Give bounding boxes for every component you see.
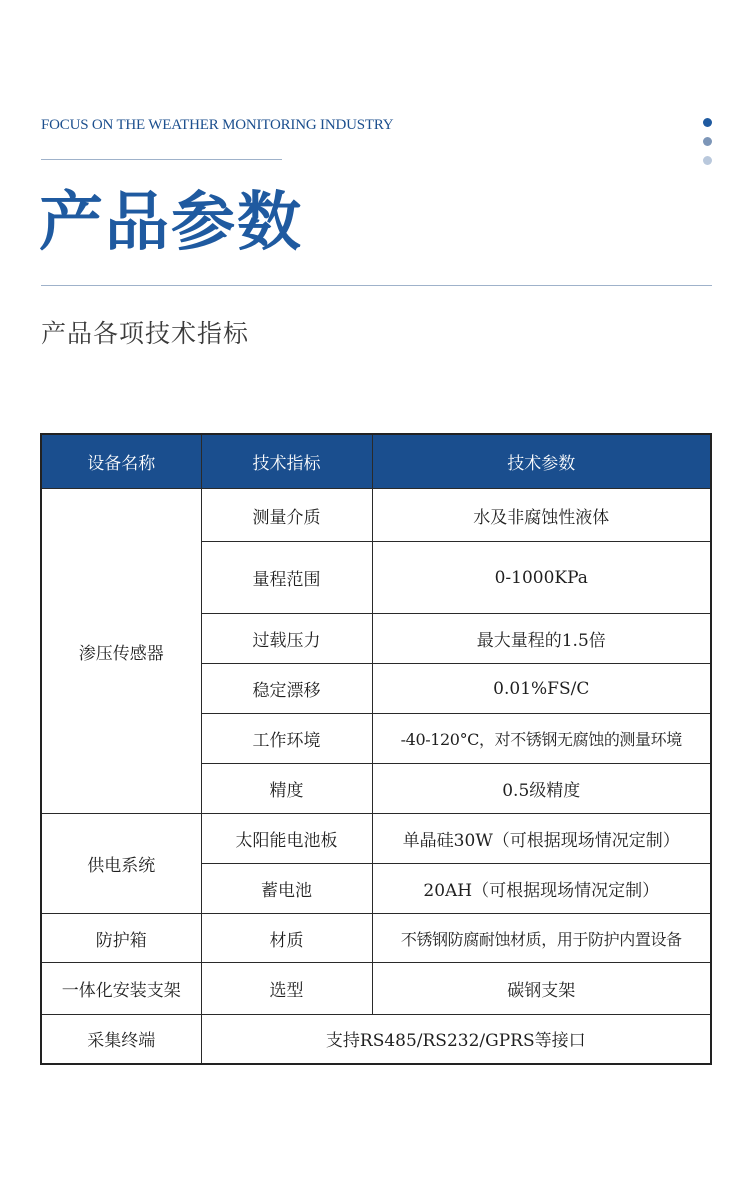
indicator-cell: 量程范围 — [201, 542, 372, 614]
value-cell: 最大量程的1.5倍 — [372, 614, 711, 664]
table-row — [41, 1015, 711, 1064]
page-title: 产品参数 — [39, 185, 303, 260]
device-cell: 防护箱 — [41, 914, 201, 963]
value-cell: 0-1000KPa — [372, 542, 711, 614]
header-indicator: 技术指标 — [201, 434, 372, 489]
value-cell: 支持RS485/RS232/GPRS等接口 — [201, 1015, 711, 1064]
value-cell: 20AH（可根据现场情况定制） — [372, 864, 711, 914]
spec-table — [40, 433, 712, 1065]
indicator-cell: 工作环境 — [201, 714, 372, 764]
page-subtitle: 产品各项技术指标 — [41, 319, 250, 348]
tagline-divider — [41, 159, 282, 160]
dot-icon — [703, 137, 712, 146]
device-cell: 采集终端 — [41, 1015, 201, 1064]
value-cell: 不锈钢防腐耐蚀材质，用于防护内置设备 — [372, 914, 711, 963]
value-cell: 0.01%FS/C — [372, 664, 711, 714]
value-cell: 水及非腐蚀性液体 — [372, 489, 711, 542]
dot-icon — [703, 156, 712, 165]
indicator-cell: 选型 — [201, 963, 372, 1015]
dot-icon — [703, 118, 712, 127]
indicator-cell: 材质 — [201, 914, 372, 963]
table-row — [41, 814, 711, 864]
indicator-cell: 测量介质 — [201, 489, 372, 542]
value-cell: 0.5级精度 — [372, 764, 711, 814]
indicator-cell: 蓄电池 — [201, 864, 372, 914]
device-cell: 供电系统 — [41, 814, 201, 914]
device-cell: 渗压传感器 — [41, 489, 201, 814]
table-header-row — [41, 434, 711, 489]
value-cell: -40-120°C，对不锈钢无腐蚀的测量环境 — [372, 714, 711, 764]
header-device-name: 设备名称 — [41, 434, 201, 489]
indicator-cell: 过载压力 — [201, 614, 372, 664]
title-divider — [41, 285, 712, 286]
indicator-cell: 太阳能电池板 — [201, 814, 372, 864]
table-row — [41, 489, 711, 542]
header-parameter: 技术参数 — [372, 434, 711, 489]
decorative-dots — [703, 118, 713, 175]
tagline: FOCUS ON THE WEATHER MONITORING INDUSTRY — [41, 117, 394, 133]
table-row — [41, 963, 711, 1015]
indicator-cell: 精度 — [201, 764, 372, 814]
value-cell: 单晶硅30W（可根据现场情况定制） — [372, 814, 711, 864]
table-row — [41, 914, 711, 963]
device-cell: 一体化安装支架 — [41, 963, 201, 1015]
indicator-cell: 稳定漂移 — [201, 664, 372, 714]
value-cell: 碳钢支架 — [372, 963, 711, 1015]
